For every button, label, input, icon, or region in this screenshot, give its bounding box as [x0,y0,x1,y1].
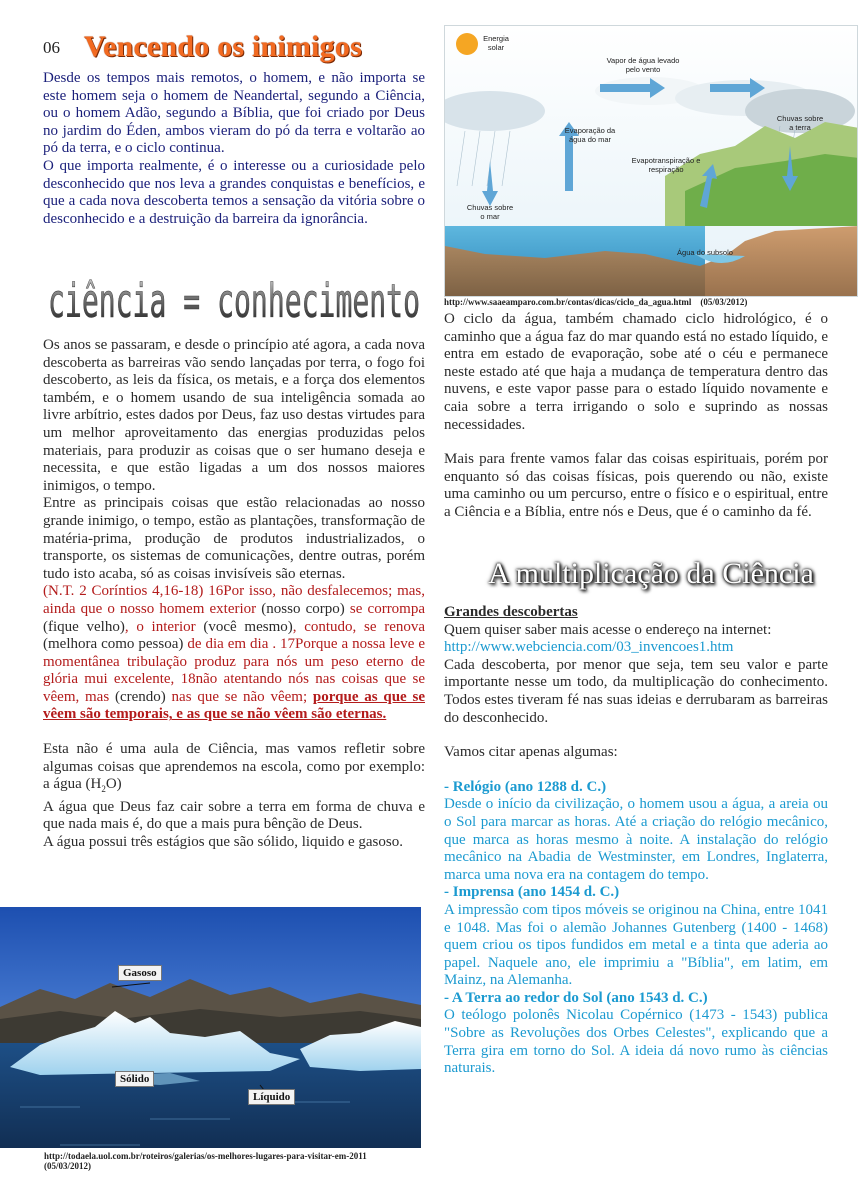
verse-emphasis: porque as que se vêem são temporais, e as que se não vêem são eternas. [43,688,425,723]
water-cycle-credit-date: (05/03/2012) [700,297,748,307]
label-rain-sea: Chuvas sobre o mar [466,203,514,221]
water-cycle-paragraph: O ciclo da água, também chamado ciclo hidrológico, é o caminho que a água faz do mar quando está no estado líquido, e entra em estado de evaporação, sobe até o céu e permanece neste estado até que haja a mudança de temperatura dentro das nuvens, e este vapor passe para o estado líquido novamente e caia sobre a terra irrigando o solo e suprindo as nossas necessidades. [444,311,828,433]
verse-note: (nosso corpo) [261,600,345,617]
water-cycle-credit-url: http://www.saaeamparo.com.br/contas/dicas/ciclo_da_agua.html [444,297,692,307]
right-column-top [444,311,828,522]
body-3-end: O) [105,776,122,793]
right-column-bottom [444,604,828,1078]
water-cycle-diagram [444,25,858,297]
h2o-subscript: 2 [101,784,106,795]
spiritual-paragraph: Mais para frente vamos falar das coisas espirituais, porém por enquanto só das coisas físicas, pois querendo ou não, existe uma caminho ou um percurso, entre o físico e o espiritual, entre a Ciência e a Bíblia, entre nós e Deus, que é o caminho da fé. [444,451,828,520]
verse-part: nas que se não vêem; [165,688,308,705]
reference-link[interactable]: http://www.webciencia.com/03_invencoes1.htm [444,639,734,656]
discovery-title: - A Terra ao redor do Sol (ano 1543 d. C.) [444,989,708,1006]
verse-note: (melhora como pessoa) [43,636,184,653]
body-paragraph-4: A água que Deus faz cair sobre a terra em forma de chuva e que nada mais é, do que a mais pura bênção de Deus. [43,798,425,833]
verse-part: (N.T. 2 Coríntios 4,16-18) 16Por isso, não desfalecemos; mas, ainda que o nosso homem exterior [43,583,425,617]
verse-part: de dia em dia . 17Porque a nossa leve e momentânea tribulação produz para nós um peso eterno de glória mui excelente, 18não atentando nós nas coisas que se vêem, mas [43,636,425,705]
discovery-text: A impressão com tipos móveis se originou na China, entre 1041 e 1048. Mas foi o alemão Johannes Gutenberg (1400 - 1468) quem criou os tipos fundidos em metal e a tinta que aderia ao papel. Naquele ano, ele imprimiu a "Bíblia", em latim, em Mainz, na Alemanha. [444,901,828,989]
verse-note: (fique velho) [43,618,125,635]
label-solid: Sólido [115,1071,154,1087]
label-gaseous: Gasoso [118,965,162,981]
intro-paragraph-1: Desde os tempos mais remotos, o homem, e não importa se este homem seja o homem de Neandertal, segundo a Ciência, ou o homem Adão, segundo a Bíblia, que foi criado por Deus no jardim do Éden, ambos vieram do pó da terra e voltarão ao pó da terra, e o ciclo continua. [43,70,425,157]
left-column-body [43,337,425,852]
label-rain-land: Chuvas sobre a terra [776,114,824,132]
section-banner: A multiplicação da Ciência [488,557,814,590]
body-paragraph-1: Os anos se passaram, e desde o princípio até agora, a cada nova descoberta as barreiras vão sendo lançadas por terra, o fogo foi descoberto, as leis da física, os metais, e a força dos elementos também, e o homem usando de sua inteligência somada ao livre arbítrio, estes dados por Deus, faz uso destas virtudes para um melhor aproveitamento das energias produzidas pelos materiais, para produzir as coisas que o ser humano deseja e necessita, e que estão ligadas a um dos nossos maiores inimigos, o tempo. [43,337,425,494]
iceberg-image-credit: http://todaela.uol.com.br/roteiros/galerias/os-melhores-lugares-para-visitar-em-2011 [44,1151,367,1161]
iceberg-image-credit-date: (05/03/2012) [44,1161,91,1171]
sun-icon [456,33,478,55]
more-info-text: Quem quiser saber mais acesse o endereço na internet: [444,621,772,638]
body-paragraph-2: Entre as principais coisas que estão relacionadas ao nosso grande inimigo, o tempo, estão as plantações, transformação de matéria-prima, produção de produtos industrializados, o transporte, os sistemas de comunicações, dentre outras, porém tudo isto acaba, só as coisas invisíveis são eternas. [43,495,425,582]
body-3-text: Esta não é uma aula de Ciência, mas vamos refletir sobre algumas coisas que aprendemos na escola, como por exemplo: a água (H [43,741,425,793]
body-paragraph-3 [43,741,425,799]
discovery-text: O teólogo polonês Nicolau Copérnico (1473 - 1543) publica "Sobre as Revoluções dos Orbes Celestes", explicando que a Terra gira em torno do Sol. A ideia dá novo rumo às ciências naturais. [444,1007,828,1077]
verse-note: (você mesmo) [203,618,293,635]
verse-part: se corrompa [344,600,426,617]
discovery-title: - Imprensa (ano 1454 d. C.) [444,884,620,901]
intro-paragraph-2: O que importa realmente, é o interesse ou a curiosidade pelo desconhecido que nos leva a grandes conquistas e benefícios, e que a cada nova descoberta temos a sensação da vitória sobre o desconhecido e a destruição da barreira da ignorância. [43,157,425,227]
label-groundwater: Água do subsolo [677,248,733,257]
section-heading: Grandes descobertas [444,604,578,620]
label-evaporation: Evaporação da água do mar [564,126,616,144]
iceberg-photo [0,907,421,1188]
discovery-text: Desde o início da civilização, o homem usou a água, a areia ou o Sol para marcar as horas. Até a criação do relógio mecânico, que marca as horas mesmo à noite. A instalação do relógio mecânico na Abadia de Westminster, em Londres, Inglaterra, marca uma nova era na contagem do tempo. [444,796,828,883]
discoveries-list [444,779,828,1078]
water-cycle-credit [444,297,747,307]
iceberg-illustration [0,907,421,1188]
label-solar-energy: Energia solar [483,34,509,52]
page-title: Vencendo os inimigos [84,30,362,63]
equation-text: ciência = conhecimento [48,274,420,327]
label-liquid: Líquido [248,1089,295,1105]
verse-part: , contudo, se renova [292,618,426,635]
discovery-paragraph: Cada descoberta, por menor que seja, tem seu valor e parte importante nesse um todo, da multiplicação do conhecimento. Todos estes tiveram fé nas suas ideias e derrubaram as barreiras do desconhecido. [444,656,828,726]
verse-part: , o interior [124,618,204,635]
cite-intro: Vamos citar apenas algumas: [444,744,618,761]
left-column [43,70,425,228]
science-equals-knowledge-graphic [43,255,425,327]
label-evapotranspiration: Evapotranspiração e respiração [631,156,701,174]
page-number: 06 [43,38,60,57]
bible-verse [43,583,425,724]
discovery-title: - Relógio (ano 1288 d. C.) [444,778,607,795]
label-water-vapor: Vapor de água levado pelo vento [606,56,680,74]
body-paragraph-5: A água possui três estágios que são sólido, liquido e gasoso. [43,834,403,851]
verse-note: (crendo) [114,688,166,705]
